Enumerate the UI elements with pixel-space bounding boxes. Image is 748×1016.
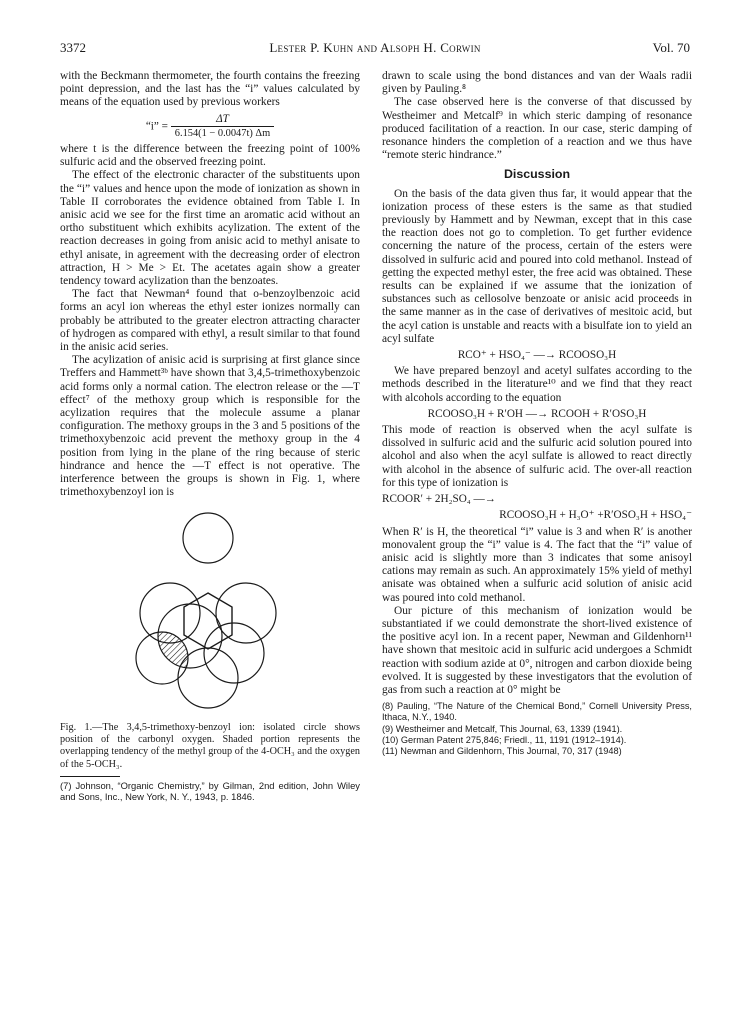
footnote-11: (11) Newman and Gildenhorn, This Journal, 70, 317 (1948) bbox=[382, 745, 622, 756]
footnote-8: (8) Pauling, “The Nature of the Chemical Bond,” Cornell University Press, Ithaca, N.Y., 1940. bbox=[382, 701, 692, 723]
equation-alcohol-reaction: RCOOSO₃H + R′OH —→ RCOOH + R′OSO₃H bbox=[427, 407, 647, 420]
left-paragraph-4: The fact that Newman⁴ found that o-benzoylbenzoic acid forms an acyl ion whereas the ethyl ester ionizes normally can probably be attributed to the greater electron attracting character of hydrogen as compared with ethyl, a result similar to that found in the anisic acid series. bbox=[60, 288, 360, 354]
carbonyl-oxygen-circle bbox=[183, 513, 233, 563]
equation-denominator: 6.154(1 − 0.0047t) Δm bbox=[174, 127, 271, 139]
equation-numerator: ΔT bbox=[171, 113, 274, 127]
page-header bbox=[60, 40, 690, 60]
equation-lhs: “i” = bbox=[145, 119, 168, 132]
benzene-ring-hexagon bbox=[184, 593, 232, 649]
right-paragraph-2: The case observed here is the converse of that discussed by Westheimer and Metcalf⁹ in which steric damping of resonance produced facilitation of a reaction. In our case, steric damping of resonance hinders the completion of a reaction and we thus have “remote steric hindrance.” bbox=[382, 96, 692, 162]
right-paragraph-5: This mode of reaction is observed when the acyl sulfate is dissolved in sulfuric acid and the sulfuric acid solution poured into alcohol and also when the acyl sulfate is allowed to react directly with alcohol in the absence of sulfuric acid. The over-all reaction for this type of ionization is bbox=[382, 424, 692, 489]
footnote-9: (9) Westheimer and Metcalf, This Journal, 63, 1339 (1941). bbox=[382, 723, 623, 734]
footnote-rule bbox=[60, 776, 120, 777]
left-paragraph-5: The acylization of anisic acid is surprising at first glance since Treffers and Hammett³ᵇ have shown that 3,4,5-trimethoxybenzoic acid forms only a normal cation. The electron release or the —T effect⁷ of the methoxy group which is responsible for the acylization requires that the molecule assume a planar configuration. The methoxy groups in the 3 and 5 positions of the trimethoxybenzoic acid prevent the methoxy group in the 4 position from lying in the plane of the ring because of steric hindrance and hence the —T effect is not operative. The interference between the groups is shown in Fig. 1, where trimethoxybenzoyl ion is bbox=[60, 354, 360, 499]
i-value-equation bbox=[60, 113, 360, 140]
equation-fraction bbox=[171, 113, 274, 140]
equation-overall-line-1: RCOOR′ + 2H₂SO₄ —→ bbox=[382, 493, 496, 506]
right-paragraph-1: drawn to scale using the bond distances and van der Waals radii given by Pauling.⁸ bbox=[382, 70, 692, 96]
trimethoxybenzoyl-ion-drawing bbox=[100, 508, 320, 718]
footnote-10: (10) German Patent 275,846; Friedl., 11, 1191 (1912–1914). bbox=[382, 734, 627, 745]
right-column bbox=[382, 70, 692, 757]
left-paragraph-2: where t is the difference between the freezing point of 100% sulfuric acid and the observed freezing point. bbox=[60, 143, 360, 169]
equation-overall-line-2: RCOOSO₃H + H₃O⁺ +R′OSO₃H + HSO₄⁻ bbox=[499, 509, 692, 522]
discussion-heading: Discussion bbox=[503, 167, 571, 182]
equation-acyl-sulfate: RCO⁺ + HSO₄⁻ —→ RCOOSO₃H bbox=[457, 349, 617, 362]
left-paragraph-1: with the Beckmann thermometer, the fourth contains the freezing point depression, and the last has the “i” values calculated by means of the equation used by previous workers bbox=[60, 70, 360, 109]
running-head-authors: Lester P. Kuhn and Alsoph H. Corwin bbox=[269, 40, 481, 55]
figure-1-caption: Fig. 1.—The 3,4,5-trimethoxy-benzoyl ion: isolated circle shows position of the carbonyl oxygen. Shaded portion represents the overlapping tendency of the methyl group of the 4-OCH₃ and the oxygen of the 5-OCH₃. bbox=[60, 721, 360, 770]
right-paragraph-4: We have prepared benzoyl and acetyl sulfates according to the methods described in the literature¹⁰ and we find that they react with alcohols according to the equation bbox=[382, 365, 692, 404]
right-paragraph-6: When R′ is H, the theoretical “i” value is 3 and when R′ is another monovalent group the “i” value is 4. The fact that the “i” value of anisic acid is slightly more than 3 indicates that some anisoyl cations may remain as such. An approximately 15% yield of methyl anisate was obtained when a sulfuric acid solution of anisic acid was poured into cold methanol. bbox=[382, 525, 692, 604]
right-paragraph-7: Our picture of this mechanism of ionization would be substantiated if we could demonstrate the short-lived existence of the positive acyl ion. In a recent paper, Newman and Gildenhorn¹¹ have shown that mesitoic acid in sulfuric acid undergoes a Schmidt reaction with sodium azide at 0°, nitrogen and carbon dioxide being evolved. It is suggested by these investigators that the evolution of gas from such a reaction at 0° might be bbox=[382, 604, 692, 696]
volume-label: Vol. 70 bbox=[652, 40, 690, 55]
right-paragraph-3: On the basis of the data given thus far, it would appear that the ionization process of these esters is the same as that studied previously by Hammett and by Newman, except that in this case the reaction does not go to completion. To get further evidence concerning the nature of the process, certain of the esters were dissolved in sulfuric acid and poured into cold methanol. Instead of getting the expected methyl ester, the free acid was obtained. These results can be explained if we assume that the ionization of substances such as cellosolve benzoate or anisic acid proceeds in the same manner as in the case of derivatives of mesitoic acid, but the acyl cation is unstable and reacts with a bisulfate ion to yield an acyl sulfate bbox=[382, 187, 692, 345]
figure-1-molecule-diagram bbox=[60, 508, 360, 718]
left-column bbox=[60, 70, 360, 803]
footnote-7: (7) Johnson, “Organic Chemistry,” by Gilman, 2nd edition, John Wiley and Sons, Inc., New York, N. Y., 1943, p. 1846. bbox=[60, 780, 360, 803]
page-number: 3372 bbox=[60, 40, 86, 55]
left-paragraph-3: The effect of the electronic character of the substituents upon the “i” values and hence upon the mode of ionization as shown in Table II corroborates the evidence obtained from Table I. In anisic acid we see for the first time an aromatic acid without an ortho substituent which exhibits acylization. The extent of the reaction decreases in going from anisic acid to methyl anisate to ethyl anisate, in agreement with the decreasing order of electron attraction, H > Me > Et. The acetates again show a greater tendency toward acylization than the benzoates. bbox=[60, 169, 360, 288]
